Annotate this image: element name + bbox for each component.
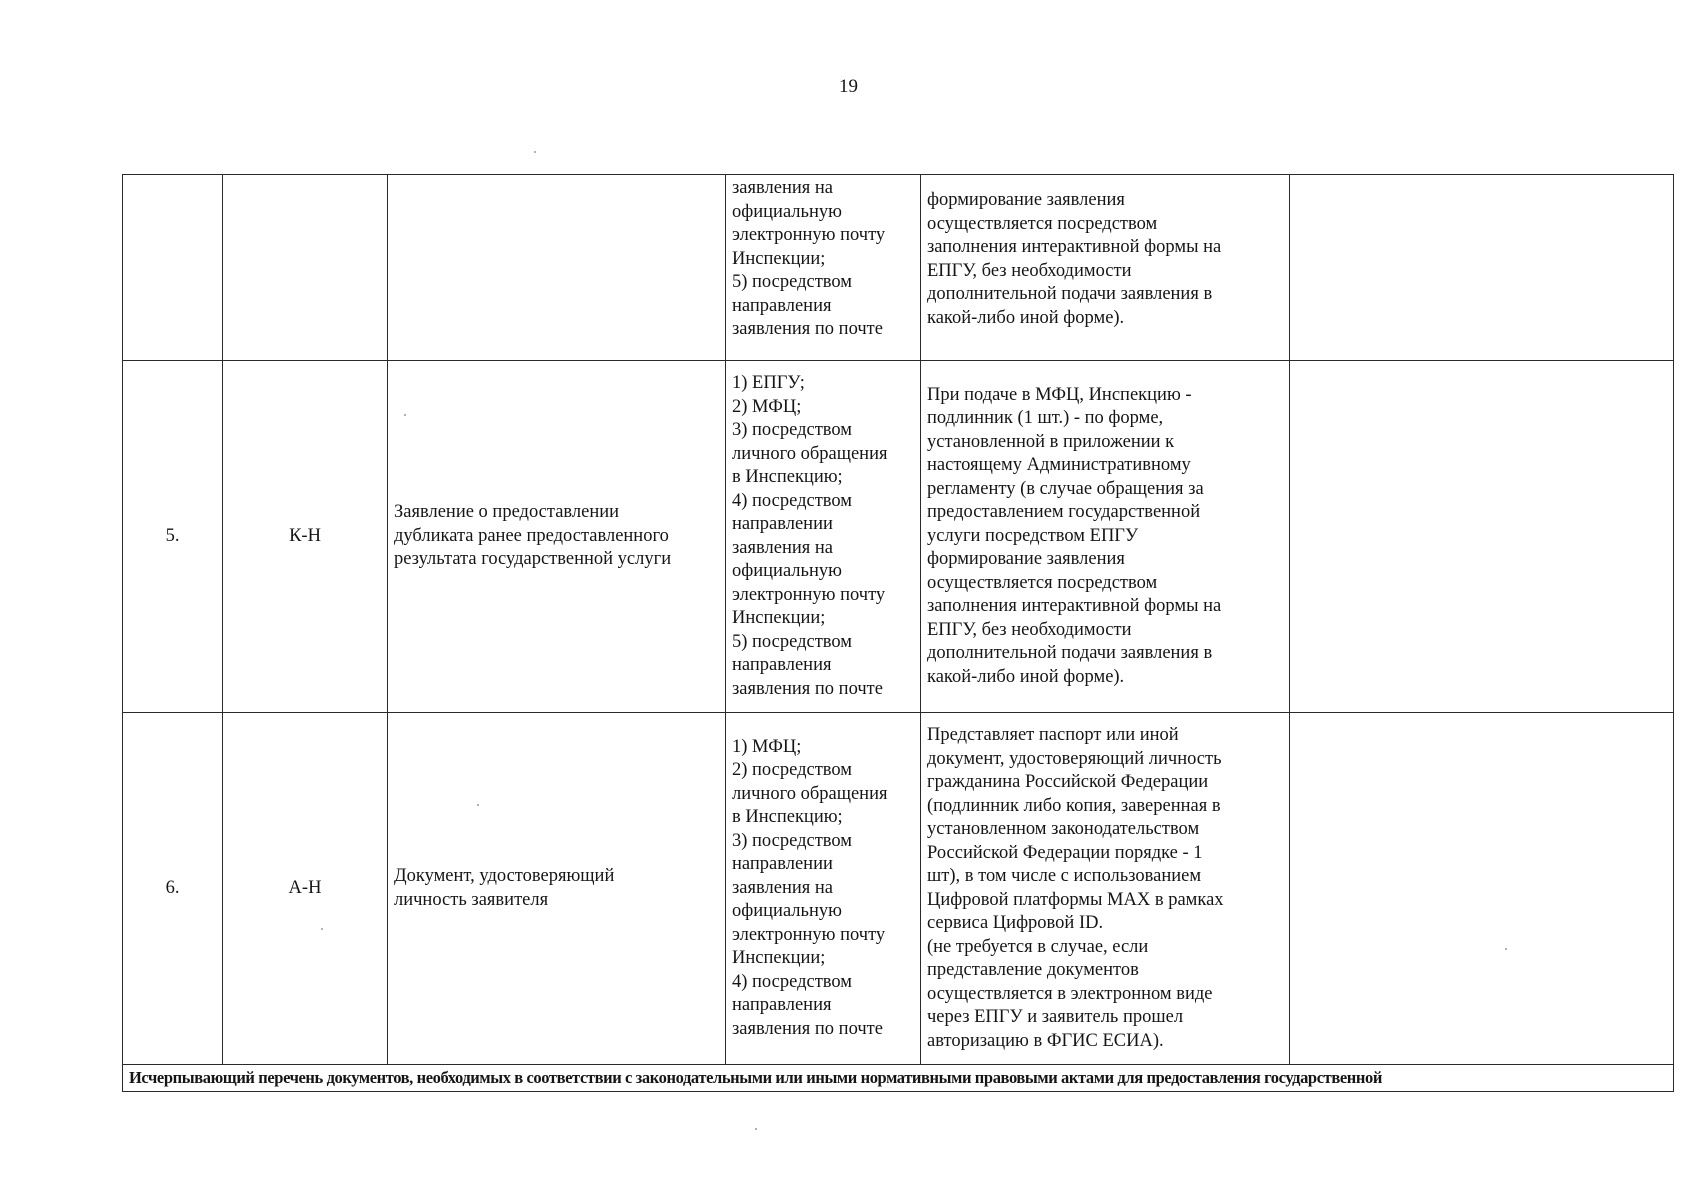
scan-speck bbox=[755, 1128, 757, 1130]
extra-cell bbox=[1290, 713, 1674, 1065]
exhaustive-list-heading: Исчерпывающий перечень документов, необходимых в соответствии с законодательными или иными нормативными правовыми актами для предоставления государственной bbox=[123, 1065, 1674, 1092]
table-row bbox=[123, 361, 1674, 713]
scan-speck bbox=[321, 928, 323, 930]
document-name-cell: Документ, удостоверяющий личность заявителя bbox=[388, 713, 726, 1065]
table-row bbox=[123, 175, 1674, 361]
row-number-cell: 5. bbox=[123, 361, 223, 713]
scan-speck bbox=[534, 151, 536, 153]
requirements-cell: формирование заявления осуществляется посредством заполнения интерактивной формы на ЕПГУ, без необходимости дополнительной подачи заявления в какой-либо иной форме). bbox=[921, 175, 1290, 361]
row-code-cell bbox=[223, 175, 388, 361]
submission-methods-cell: заявления на официальную электронную почту Инспекции; 5) посредством направления заявления по почте bbox=[726, 175, 921, 361]
extra-cell bbox=[1290, 361, 1674, 713]
scan-speck bbox=[477, 804, 479, 806]
documents-table bbox=[122, 174, 1674, 1092]
row-number-cell: 6. bbox=[123, 713, 223, 1065]
scan-speck bbox=[404, 414, 406, 416]
table-row bbox=[123, 713, 1674, 1065]
row-code-cell: К-Н bbox=[223, 361, 388, 713]
row-number-cell bbox=[123, 175, 223, 361]
submission-methods-cell: 1) ЕПГУ; 2) МФЦ; 3) посредством личного обращения в Инспекцию; 4) посредством направлении заявления на официальную электронную почту Инспекции; 5) посредством направления заявления по почте bbox=[726, 361, 921, 713]
page-number: 19 bbox=[839, 76, 858, 97]
document-name-cell bbox=[388, 175, 726, 361]
extra-cell bbox=[1290, 175, 1674, 361]
requirements-cell: Представляет паспорт или иной документ, удостоверяющий личность гражданина Российской Федерации (подлинник либо копия, заверенная в установленном законодательством Российской Федерации порядке - 1 шт), в том числе с использованием Цифровой платформы MAX в рамках сервиса Цифровой ID. (не требуется в случае, если представление документов осуществляется в электронном виде через ЕПГУ и заявитель прошел авторизацию в ФГИС ЕСИА). bbox=[921, 713, 1290, 1065]
scan-speck bbox=[1505, 948, 1507, 950]
table-footer-row bbox=[123, 1065, 1674, 1092]
row-code-cell: А-Н bbox=[223, 713, 388, 1065]
document-name-cell: Заявление о предоставлении дубликата ранее предоставленного результата государственной услуги bbox=[388, 361, 726, 713]
requirements-cell: При подаче в МФЦ, Инспекцию - подлинник (1 шт.) - по форме, установленной в приложении к настоящему Административному регламенту (в случае обращения за предоставлением государственной услуги посредством ЕПГУ формирование заявления осуществляется посредством заполнения интерактивной формы на ЕПГУ, без необходимости дополнительной подачи заявления в какой-либо иной форме). bbox=[921, 361, 1290, 713]
submission-methods-cell: 1) МФЦ; 2) посредством личного обращения в Инспекцию; 3) посредством направлении заявления на официальную электронную почту Инспекции; 4) посредством направления заявления по почте bbox=[726, 713, 921, 1065]
